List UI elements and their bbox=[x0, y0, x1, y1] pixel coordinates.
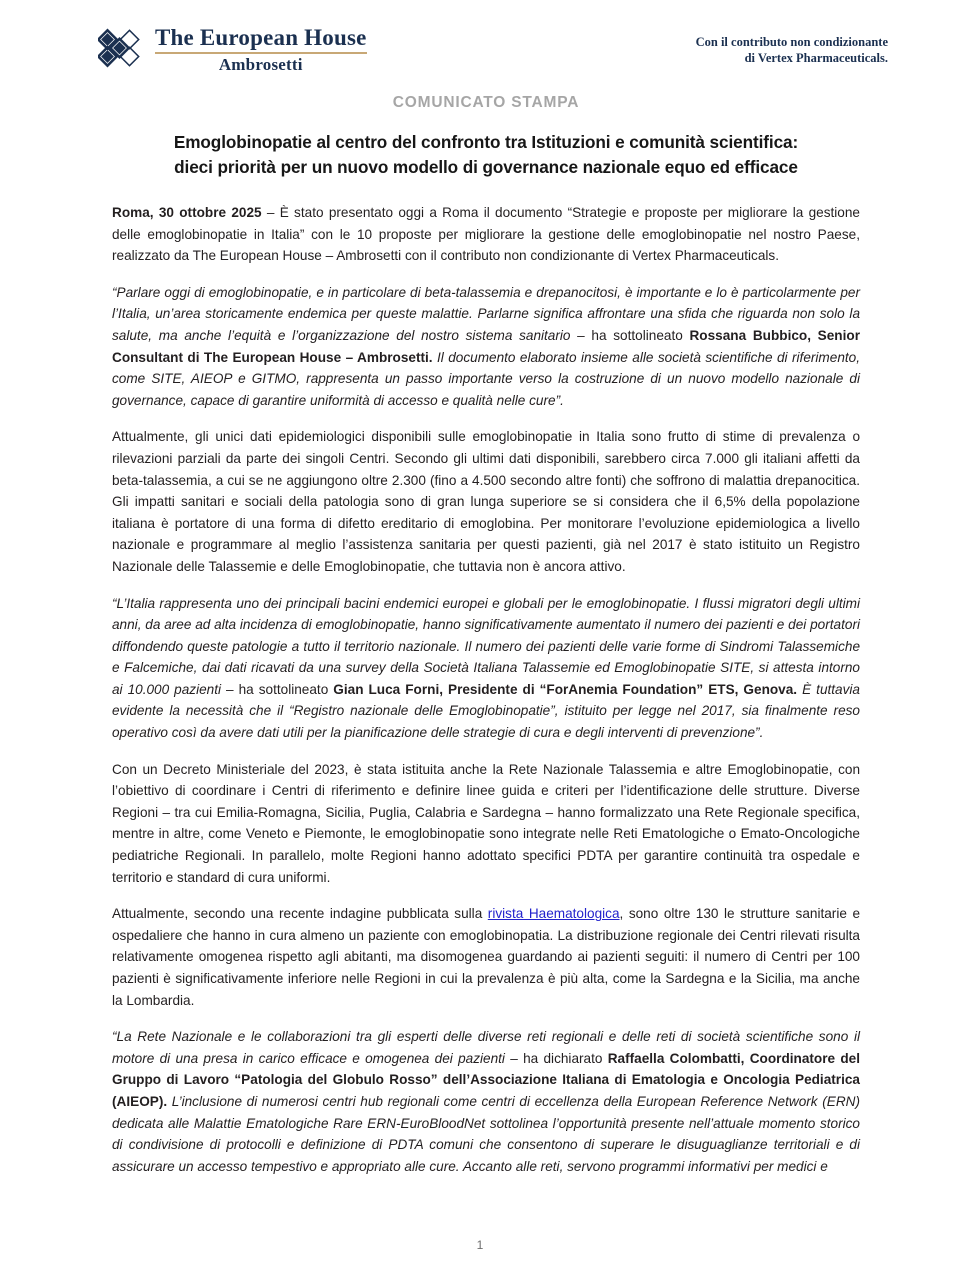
paragraph-epidemiologia: Attualmente, gli unici dati epidemiologici disponibili sulle emoglobinopatie in Italia sono frutto di stime di prevalenza o rilevazioni parziali da parte dei singoli Centri. Secondo gli ultimi dati disponibili, sarebbero circa 7.000 gli italiani affetti da beta-talassemia, a cui se ne aggiungono oltre 2.300 (fino a 4.500 secondo altre fonti) che soffrono di malattia drepanocitica. Gli impatti sanitari e sociali della patologia sono di gran lunga superiore se si considera che il 6,5% della popolazione italiana è portatore di una forma di difetto ereditario di emoglobina. Per monitorare l’evoluzione epidemiologica a livello nazionale e programmare al meglio l’assistenza sanitaria per questi pazienti, già nel 2017 è stato istituito un Registro Nazionale delle Talassemie e delle Emoglobinopatie, che tuttavia non è ancora attivo. bbox=[112, 429, 860, 574]
paragraph-indagine-part2: , sono oltre 130 le strutture sanitarie e ospedaliere che hanno in cura almeno un paziente con emoglobinopatia. La distribuzione regionale dei Centri rilevati risulta relativamente omogenea rispetto agli abitanti, ma disomogenea guardando ai pazienti seguiti: il numero di Centri per 100 pazienti è significativamente inferiore nelle Regioni in cui la prevalenza è più alta, come la Sardegna e la Sicilia, ma anche la Lombardia. bbox=[112, 906, 861, 1008]
dateline: Roma, 30 ottobre 2025 bbox=[112, 205, 262, 220]
quote-colombatti-part2: L’inclusione di numerosi centri hub regionali come centri di eccellenza della European Reference Network (ERN) dedicata alle Malattie Ematologiche Rare ERN-EuroBloodNet sottolinea l’opportunità presente nell’attuale momento storico di condivisione di protocolli e definizione di PDTA comuni che consentono di superare le disuguaglianze territoriali e di assicurare un accesso tempestivo e appropriato alle cure. Accanto alle reti, servono programmi informativi per medici e bbox=[112, 1093, 860, 1174]
quote-bubbico-part2: Il documento elaborato insieme alle società scientifiche di riferimento, come SITE, AIEOP e GITMO, rappresenta un passo importante verso la costruzione di un nuovo modello nazionale di governance, capace di garantire uniformità di accesso e qualità nelle cure”. bbox=[112, 349, 860, 408]
quote-colombatti-attrib-name: Raffaella Colombatti, Coordinatore del Gruppo di Lavoro “Patologia del Globulo Rosso” dell’Associazione Italiana di Ematologia e Oncologia Pediatrica (AIEOP). bbox=[112, 1050, 861, 1109]
logo-line-european-house: The European House bbox=[155, 25, 367, 50]
link-rivista-haematologica[interactable]: rivista Haematologica bbox=[487, 906, 620, 922]
logo-divider-rule bbox=[155, 52, 367, 54]
page-number: 1 bbox=[476, 1238, 484, 1252]
page-title bbox=[112, 130, 860, 180]
logo-wordmark bbox=[155, 26, 367, 74]
page-title-line2: dieci priorità per un nuovo modello di governance nazionale equo ed efficace bbox=[174, 157, 798, 177]
ambrosetti-interlocking-diamonds-logo-icon bbox=[98, 28, 146, 68]
quote-colombatti-part1: “La Rete Nazionale e le collaborazioni tra gli esperti delle diverse reti regionali e delle reti di società scientifiche sono il motore di una presa in carico efficace e omogenea dei pazienti bbox=[112, 1029, 860, 1066]
paragraph-indagine bbox=[112, 903, 860, 1011]
page-title-line1: Emoglobinopatie al centro del confronto tra Istituzioni e comunità scientifica: bbox=[173, 132, 799, 152]
quote-colombatti-attrib-lead: – ha dichiarato bbox=[504, 1050, 608, 1066]
quote-forni bbox=[112, 593, 860, 744]
paragraph-intro bbox=[112, 202, 860, 267]
quote-bubbico-attrib-lead: – ha sottolineato bbox=[570, 327, 690, 343]
quote-bubbico-part1: “Parlare oggi di emoglobinopatie, e in particolare di beta-talassemia e drepanocitosi, è importante e lo è particolarmente per l’Italia, un’area storicamente endemica per queste malattie. Parlarne significa affrontare una sfida che riguarda non solo la salute, ma anche l’equità e l’organizzazione del nostro sistema sanitario bbox=[112, 284, 860, 343]
quote-forni-part2: È tuttavia evidente la necessità che il “Registro nazionale delle Emoglobinopatie”, istituito per legge nel 2017, sia finalmente reso operativo così da avere dati utili per la pianificazione delle strategie di cura e degli interventi di prevenzione”. bbox=[112, 681, 860, 741]
quote-bubbico-attrib-name: Rossana Bubbico, Senior Consultant di The European House – Ambrosetti. bbox=[112, 327, 860, 365]
paragraph-decreto-ministeriale: Con un Decreto Ministeriale del 2023, è stata istituita anche la Rete Nazionale Talassemia e altre Emoglobinopatie, con l’obiettivo di coordinare i Centri di riferimento e definire linee guida e criteri per l’identificazione delle strutture. Diverse Regioni – tra cui Emilia-Romagna, Sicilia, Puglia, Calabria e Sardegna – hanno formalizzato una Rete Regionale specifica, mentre in altre, come Veneto e Piemonte, le emoglobinopatie sono integrate nelle Reti Ematologiche o Emato-Oncologiche pediatriche Regionali. In parallelo, molte Regioni hanno adottato specifici PDTA per garantire continuità tra ospedale e territorio e standard di cura uniformi. bbox=[112, 761, 860, 885]
document-kicker: COMUNICATO STAMPA bbox=[392, 94, 580, 111]
quote-forni-attrib-name: Gian Luca Forni, Presidente di “ForAnemia Foundation” ETS, Genova. bbox=[333, 681, 798, 697]
quote-colombatti bbox=[112, 1026, 860, 1177]
contribution-note bbox=[696, 34, 888, 66]
quote-forni-attrib-lead: – ha sottolineato bbox=[221, 681, 334, 697]
paragraph-indagine-part1: Attualmente, secondo una recente indagine pubblicata sulla bbox=[112, 906, 488, 922]
logo-line-ambrosetti: Ambrosetti bbox=[218, 55, 303, 74]
page-header bbox=[0, 0, 960, 74]
contribution-note-line2: di Vertex Pharmaceuticals. bbox=[744, 51, 888, 65]
quote-forni-part1: “L’Italia rappresenta uno dei principali bacini endemici europei e globali per le emoglobinopatie. I flussi migratori degli ultimi anni, da aree ad alta incidenza di emoglobinopatie, hanno significativamente aumentato il numero dei pazienti e dei portatori diffondendo queste patologie a tutto il territorio nazionale. Il numero dei pazienti delle varie forme di Sindromi Talassemiche e Falcemiche, dai dati ricavati da una survey della Società Italiana Talassemie ed Emoglobinopatie SITE, si attesta intorno ai 10.000 pazienti bbox=[112, 595, 860, 697]
paragraph-intro-text: – È stato presentato oggi a Roma il documento “Strategie e proposte per migliorare la gestione delle emoglobinopatie in Italia” con le 10 proposte per migliorare la gestione delle emoglobinopatie nel nostro Paese, realizzato da The European House – Ambrosetti con il contributo non condizionante di Vertex Pharmaceuticals. bbox=[112, 205, 860, 264]
quote-bubbico bbox=[112, 282, 860, 412]
ambrosetti-logo bbox=[98, 26, 367, 74]
contribution-note-line1: Con il contributo non condizionante bbox=[695, 35, 888, 49]
document-body bbox=[0, 94, 960, 1177]
